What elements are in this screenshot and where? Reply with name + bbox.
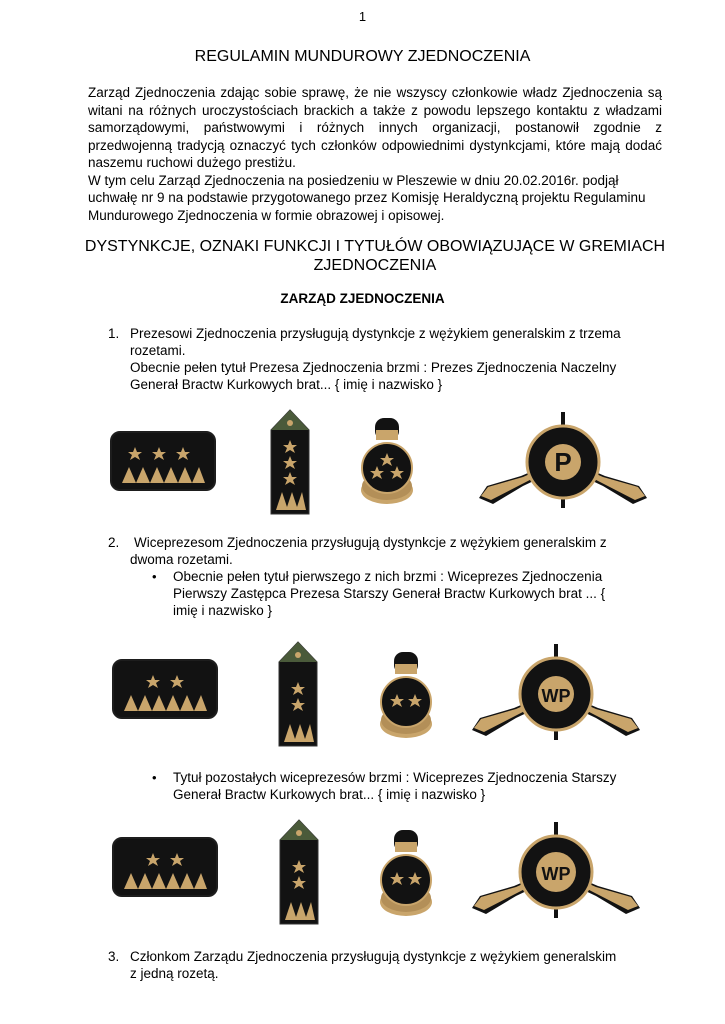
section-heading: DYSTYNKCJE, OZNAKI FUNKCJI I TYTUŁÓW OBOWIĄZUJĄCE W GREMIACH ZJEDNOCZENIA <box>84 238 666 274</box>
epaulette-insignia <box>377 644 435 744</box>
insignia-row-vice-president <box>105 818 665 930</box>
shoulder-board-insignia <box>268 408 312 518</box>
subsection-heading: ZARZĄD ZJEDNOCZENIA <box>280 291 445 306</box>
crossed-rifles-badge <box>466 642 646 746</box>
bullet-icon: • <box>152 569 157 584</box>
intro-text <box>88 84 662 224</box>
item-2-bullet-line: Pierwszy Zastępca Prezesa Starszy Generał Bractw Kurkowych brat ... { <box>173 586 606 601</box>
item-3-line: Członkom Zarządu Zjednoczenia przysługują dystynkcje z wężykiem generalskim <box>130 949 617 964</box>
item-1-line: Generał Bractw Kurkowych brat... { imię i nazwisko } <box>130 377 443 392</box>
collar-tab-insignia <box>109 430 217 492</box>
crossed-rifles-badge <box>473 410 653 514</box>
item-1-line: Prezesowi Zjednoczenia przysługują dystynkcje z wężykiem generalskim z trzema <box>130 326 621 341</box>
item-number: 1. <box>108 326 120 341</box>
item-2-line: dwoma rozetami. <box>130 552 233 567</box>
shoulder-board-insignia <box>276 640 320 750</box>
crossed-rifles-badge <box>466 820 646 924</box>
item-number: 2. <box>108 535 120 550</box>
item-3-line: z jedną rozetą. <box>130 966 219 981</box>
badge-letters: WP <box>541 686 571 706</box>
page-number: 1 <box>358 9 367 24</box>
item-1-line: Obecnie pełen tytuł Prezesa Zjednoczenia brzmi : Prezes Zjednoczenia Naczelny <box>130 360 617 375</box>
collar-tab-insignia <box>111 836 219 898</box>
badge-letter: P <box>554 447 572 477</box>
item-2-bullet-line: imię i nazwisko } <box>173 603 273 618</box>
item-2-bullet-line: Generał Bractw Kurkowych brat... { imię i nazwisko } <box>173 787 486 802</box>
item-2-line: Wiceprezesom Zjednoczenia przysługują dystynkcje z wężykiem generalskim z <box>134 535 607 550</box>
insignia-row-first-vice-president <box>105 640 665 752</box>
item-1-line: rozetami. <box>130 343 186 358</box>
item-2-bullet-line: Tytuł pozostałych wiceprezesów brzmi : Wiceprezes Zjednoczenia Starszy <box>173 770 617 785</box>
document-title: REGULAMIN MUNDUROWY ZJEDNOCZENIA <box>194 48 531 65</box>
epaulette-insignia <box>358 410 416 510</box>
collar-tab-insignia <box>111 658 219 720</box>
intro-paragraph-2: W tym celu Zarząd Zjednoczenia na posiedzeniu w Pleszewie w dniu 20.02.2016r. podjął uchwałę nr 9 na podstawie przygotowanego przez Komisję Heraldyczną projektu Regulaminu Mundurowego Zjednoczenia w formie obrazowej i opisowej. <box>88 172 646 223</box>
item-2-bullet-line: Obecnie pełen tytuł pierwszego z nich brzmi : Wiceprezes Zjednoczenia <box>173 569 603 584</box>
intro-paragraph-1: Zarząd Zjednoczenia zdając sobie sprawę, że nie wszyscy członkowie władz Zjednoczenia są witani na różnych uroczystościach brackich a także z powodu lepszego kontaktu z władzami samorządowymi, państwowymi i różnych innych organizacji, postanowił zgodnie z przedwojenną tradycją oznaczyć tych członków odpowiednimi dystynkcjami, które mają dodać naszemu ruchowi dużego prestiżu. <box>88 85 662 170</box>
item-number: 3. <box>108 949 120 964</box>
insignia-row-president <box>105 408 665 520</box>
badge-letters: WP <box>541 864 571 884</box>
bullet-icon: • <box>152 770 157 785</box>
shoulder-board-insignia <box>277 818 321 928</box>
epaulette-insignia <box>377 822 435 922</box>
